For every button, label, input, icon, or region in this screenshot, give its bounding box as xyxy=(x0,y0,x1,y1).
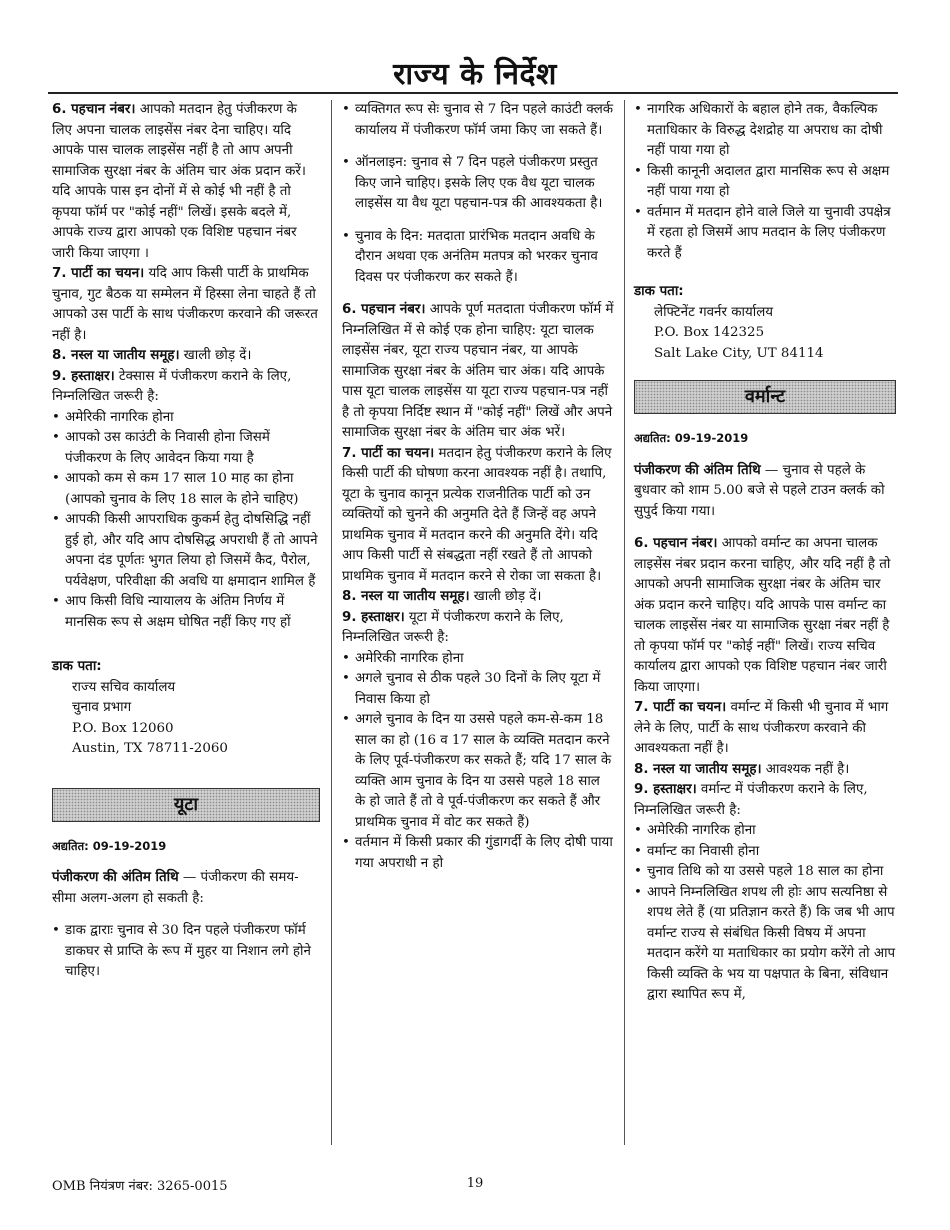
list-item: • आप किसी विधि न्यायालय के अंतिम निर्णय में मानसिक रूप से अक्षम घोषित नहीं किए गए हों xyxy=(52,592,320,633)
title-divider xyxy=(48,92,898,94)
column-1 xyxy=(52,100,320,983)
vermont-updated-date: अद्यतित: 09-19-2019 xyxy=(634,431,749,445)
column-3 xyxy=(634,100,896,1006)
column-2 xyxy=(342,100,614,874)
texas-requirements xyxy=(52,408,320,634)
column-divider-1 xyxy=(331,100,332,1145)
list-item: • अगले चुनाव के दिन या उससे पहले कम-से-कम 18 साल का हो (16 व 17 साल के व्यक्ति मतदान करने के लिए पूर्व-पंजीकरण कर सकते हैं; यदि 17 साल के व्यक्ति आम चुनाव के दिन या उससे पहले 18 साल के हो जाते हैं तो वे पूर्व-पंजीकरण कर सकते हैं और प्राथमिक चुनाव में वोट कर सकते हैं) xyxy=(342,710,614,833)
texas-race: 8. नस्ल या जातीय समूह। खाली छोड़ दें। xyxy=(52,348,252,363)
list-item: • वर्तमान में किसी प्रकार की गुंडागर्दी के लिए दोषी पाया गया अपराधी न हो xyxy=(342,833,614,874)
list-item: • चुनाव के दिन: मतदाता प्रारंभिक मतदान अवधि के दौरान अथवा एक अनंतिम मतपत्र को भरकर चुनाव दिवस पर पंजीकरण कर सकते हैं। xyxy=(342,227,614,289)
utah-requirements-1 xyxy=(342,649,614,875)
list-item: • व्यक्तिगत रूप सेः चुनाव से 7 दिन पहले काउंटी क्लर्क कार्यालय में पंजीकरण फॉर्म जमा किए जा सकते हैं। xyxy=(342,100,614,141)
utah-requirements-2 xyxy=(634,100,896,264)
utah-race: 8. नस्ल या जातीय समूह। खाली छोड़ दें। xyxy=(342,589,542,604)
list-item: • अमेरिकी नागरिक होना xyxy=(342,649,614,670)
list-item: • डाक द्वाराः चुनाव से 30 दिन पहले पंजीकरण फॉर्म डाकघर से प्राप्ति के रूप में मुहर या निशान लगे होने चाहिए। xyxy=(52,921,320,983)
list-item: • आपको कम से कम 17 साल 10 माह का होना (आपको चुनाव के लिए 18 साल के होने चाहिए) xyxy=(52,469,320,510)
texas-signature: 9. हस्ताक्षर। टेक्सास में पंजीकरण कराने के लिए, निम्नलिखित जरूरी है: xyxy=(52,368,292,404)
vermont-race: 8. नस्ल या जातीय समूह। आवश्यक नहीं है। xyxy=(634,761,850,777)
list-item: • आपने निम्नलिखित शपथ ली होः आप सत्यनिष्ठा से शपथ लेते हैं (या प्रतिज्ञान करते हैं) कि जब भी आप वर्मान्ट राज्य से संबंधित किसी विषय में अपना मतदान करेंगे या मताधिकार का प्रयोग करेंगे तो आप किसी व्यक्ति के भय या पक्षपात के बिना, संविधान द्वारा स्थापित रूप में, xyxy=(634,883,896,1006)
page-number: 19 xyxy=(466,1176,484,1191)
list-item: • वर्मान्ट का निवासी होना xyxy=(634,842,896,863)
texas-mailing-address: डाक पता: राज्य सचिव कार्यालय चुनाव प्रभाग P.O. Box 12060 Austin, TX 78711-2060 xyxy=(52,659,228,756)
utah-state-header: यूटा xyxy=(52,788,320,822)
list-item: • ऑनलाइन: चुनाव से 7 दिन पहले पंजीकरण प्रस्तुत किए जाने चाहिए। इसके लिए एक वैध यूटा चालक लाइसेंस या वैध यूटा पहचान-पत्र की आवश्यकता है। xyxy=(342,153,614,215)
utah-updated-date: अद्यतित: 09-19-2019 xyxy=(52,838,167,853)
list-item: • किसी कानूनी अदालत द्वारा मानसिक रूप से अक्षम नहीं पाया गया हो xyxy=(634,162,896,203)
vermont-state-header: वर्मान्ट xyxy=(634,380,896,414)
texas-party: 7. पार्टी का चयन। यदि आप किसी पार्टी के प्राथमिक चुनाव, गुट बैठक या सम्मेलन में हिस्सा लेना चाहते हैं तो आपको उस पार्टी के साथ पंजीकरण करवाने की जरूरत नहीं है। xyxy=(52,266,318,343)
list-item: • वर्तमान में मतदान होने वाले जिले या चुनावी उपक्षेत्र में रहता हो जिसमें आप मतदान के लिए पंजीकरण करते हैं xyxy=(634,203,896,265)
list-item: • आपकी किसी आपराधिक कुकर्म हेतु दोषसिद्धि नहीं हुई हो, और यदि आप दोषसिद्ध अपराधी हैं तो आपने अपना दंड पूर्णतः भुगत लिया हो जिसमें कैद, पैरोल, पर्यवेक्षण, परिवीक्षा की अवधि या क्षमादान शामिल हैं xyxy=(52,510,320,592)
vermont-deadline: पंजीकरण की अंतिम तिथि — चुनाव से पहले के बुधवार को शाम 5.00 बजे से पहले टाउन क्लर्क को सुपुर्द किया गया। xyxy=(634,462,885,519)
page-title: राज्य के निर्देश xyxy=(393,57,557,92)
utah-id-number: 6. पहचान नंबर। आपके पूर्ण मतदाता पंजीकरण फॉर्म में निम्नलिखित में से कोई एक होना चाहिए: यूटा चालक लाइसेंस नंबर, यूटा राज्य पहचान नंबर, या आपके सामाजिक सुरक्षा नंबर के अंतिम चार अंक। यदि आपके पास यूटा चालक लाइसेंस या यूटा राज्य पहचान-पत्र नहीं है तो कृपया निर्दिष्ट स्थान में "कोई नहीं" लिखें और अपने सामाजिक सुरक्षा नंबर के अंतिम चार अंक भरें। xyxy=(342,302,614,440)
utah-signature: 9. हस्ताक्षर। यूटा में पंजीकरण कराने के लिए, निम्नलिखित जरूरी है: xyxy=(342,609,564,645)
omb-control-number: OMB नियंत्रण नंबर: 3265-0015 xyxy=(52,1179,228,1194)
utah-party: 7. पार्टी का चयन। मतदान हेतु पंजीकरण कराने के लिए किसी पार्टी की घोषणा करना आवश्यक नहीं है। तथापि, यूटा के चुनाव कानून प्रत्येक राजनीतिक पार्टी को उन व्यक्तियों को चुनने की अनुमति देते हैं जिन्हें वह अपने प्राथमिक चुनाव में मतदान करने की अनुमति देंगे। यदि आप किसी पार्टी से संबद्धता नहीं रखते हैं तो आपको प्राथमिक चुनाव में मतदान करने से रोका जा सकता है। xyxy=(342,445,612,584)
vermont-party: 7. पार्टी का चयन। वर्मान्ट में किसी भी चुनाव में भाग लेने के लिए, पार्टी के साथ पंजीकरण करवाने की आवश्यकता नहीं है। xyxy=(634,700,889,756)
list-item: • अगले चुनाव से ठीक पहले 30 दिनों के लिए यूटा में निवास किया हो xyxy=(342,669,614,710)
list-item: • आपको उस काउंटी के निवासी होना जिसमें पंजीकरण के लिए आवेदन किया गया है xyxy=(52,428,320,469)
list-item: • अमेरिकी नागरिक होना xyxy=(634,821,896,842)
column-divider-2 xyxy=(624,100,625,1145)
list-item: • अमेरिकी नागरिक होना xyxy=(52,408,320,429)
vermont-requirements xyxy=(634,821,896,1006)
utah-deadline: पंजीकरण की अंतिम तिथि — पंजीकरण की समय-सीमा अलग-अलग हो सकती है: xyxy=(52,870,299,906)
vermont-id-number: 6. पहचान नंबर। आपको वर्मान्ट का अपना चालक लाइसेंस नंबर प्रदान करना चाहिए, और यदि नहीं है तो आपको अपनी सामाजिक सुरक्षा नंबर के अंतिम चार अंक प्रदान करने चाहिए। यदि आपके पास वर्मान्ट का चालक लाइसेंस नंबर या सामाजिक सुरक्षा नंबर नहीं है तो कृपया फॉर्म पर "कोई नहीं" लिखें। राज्य सचिव कार्यालय द्वारा आपको एक विशिष्ट पहचान नंबर जारी किया जाएगा। xyxy=(634,536,891,695)
list-item: • नागरिक अधिकारों के बहाल होने तक, वैकल्पिक मताधिकार के विरुद्ध देशद्रोह या अपराध का दोषी नहीं पाया गया हो xyxy=(634,100,896,162)
utah-mailing-address: डाक पता: लेफ्टिनेंट गवर्नर कार्यालय P.O. Box 142325 Salt Lake City, UT 84114 xyxy=(634,284,824,361)
list-item: • चुनाव तिथि को या उससे पहले 18 साल का होना xyxy=(634,862,896,883)
utah-methods-1 xyxy=(52,921,320,983)
vermont-signature: 9. हस्ताक्षर। वर्मान्ट में पंजीकरण कराने के लिए, निम्नलिखित जरूरी है: xyxy=(634,782,868,818)
utah-methods-2 xyxy=(342,100,614,288)
texas-id-number: 6. पहचान नंबर। आपको मतदान हेतु पंजीकरण के लिए अपना चालक लाइसेंस नंबर देना चाहिए। यदि आपके पास चालक लाइसेंस नहीं है तो आप अपनी सामाजिक सुरक्षा नंबर के अंतिम चार अंक प्रदान करें। यदि आपके पास इन दोनों में से कोई भी नहीं है तो कृपया फॉर्म पर "कोई नहीं" लिखें। इसके बदले में, आपके राज्य द्वारा आपको एक विशिष्ट पहचान नंबर जारी किया जाएगा । xyxy=(52,102,306,261)
